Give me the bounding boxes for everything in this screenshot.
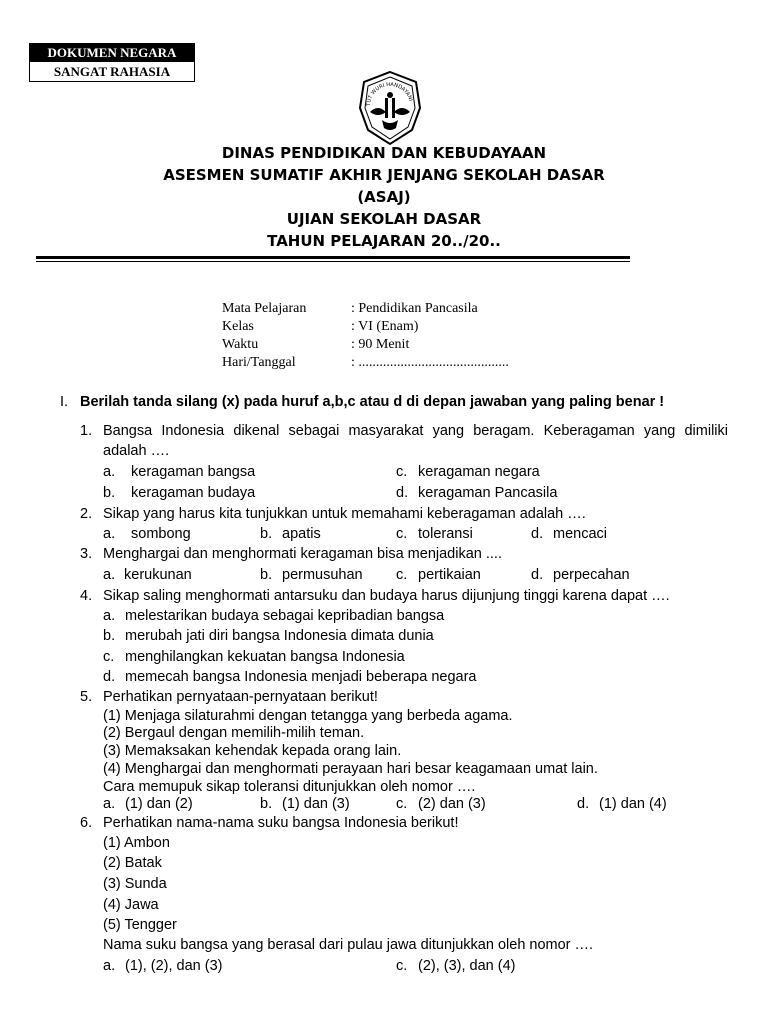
exam-info [222, 300, 509, 372]
question-text: Sikap saling menghormati antarsuku dan budaya harus dijunjung tinggi karena dapat …. [103, 588, 670, 604]
header-exam: UJIAN SEKOLAH DASAR [286, 210, 482, 228]
option-letter: c. [396, 464, 408, 480]
option-b: apatis [282, 526, 321, 542]
option-letter: c. [396, 958, 408, 974]
info-row-date [222, 354, 509, 372]
option-letter: c. [103, 649, 115, 665]
list-item-4: (4) Jawa [103, 897, 159, 913]
option-a: (1), (2), dan (3) [125, 958, 223, 974]
option-c: keragaman negara [418, 464, 540, 480]
question-number: 2. [80, 506, 93, 522]
logo-text: TUT WURI HANDAYANI [365, 81, 414, 107]
question-number: 6. [80, 815, 93, 831]
option-b: (1) dan (3) [282, 796, 350, 812]
tut-wuri-handayani-logo-icon [348, 68, 432, 148]
question-prompt: Cara memupuk sikap toleransi ditunjukkan oleh nomor …. [103, 779, 476, 795]
option-c: pertikaian [418, 567, 481, 583]
question-text: Sikap yang harus kita tunjukkan untuk memahami keberagaman adalah …. [103, 506, 586, 522]
list-item-2: (2) Batak [103, 855, 162, 871]
header-assessment: ASESMEN SUMATIF AKHIR JENJANG SEKOLAH DASAR [163, 166, 605, 184]
option-b: permusuhan [282, 567, 363, 583]
question-prompt: Nama suku bangsa yang berasal dari pulau jawa ditunjukkan oleh nomor …. [103, 937, 594, 953]
option-a: melestarikan budaya sebagai kepribadian bangsa [125, 608, 445, 624]
option-c: toleransi [418, 526, 473, 542]
option-letter: d. [531, 526, 544, 542]
option-d: perpecahan [553, 567, 630, 583]
info-value: : 90 Menit [351, 337, 410, 352]
info-value: : ........................................... [351, 355, 509, 370]
option-letter: b. [260, 796, 273, 812]
option-letter: d. [103, 669, 116, 685]
option-letter: d. [577, 796, 590, 812]
option-letter: a. [103, 608, 116, 624]
option-letter: b. [103, 485, 116, 501]
question-number: 5. [80, 689, 93, 705]
option-letter: b. [260, 526, 273, 542]
option-letter: a. [103, 796, 116, 812]
classification-line2: SANGAT RAHASIA [30, 61, 194, 81]
statement-4: (4) Menghargai dan menghormati perayaan hari besar keagamaan umat lain. [103, 761, 598, 777]
option-a: (1) dan (2) [125, 796, 193, 812]
info-label: Waktu [222, 337, 259, 352]
option-letter: a. [103, 526, 116, 542]
question-number: 1. [80, 423, 93, 439]
option-c: menghilangkan kekuatan bangsa Indonesia [125, 649, 405, 665]
option-letter: b. [260, 567, 273, 583]
section-number: I. [60, 394, 69, 410]
header-agency: DINAS PENDIDIKAN DAN KEBUDAYAAN [221, 144, 547, 162]
info-label: Mata Pelajaran [222, 301, 307, 316]
info-row-class [222, 318, 509, 336]
info-label: Kelas [222, 319, 254, 334]
info-value: : Pendidikan Pancasila [351, 301, 478, 316]
section-instruction: Berilah tanda silang (x) pada huruf a,b,c atau d di depan jawaban yang paling benar ! [80, 394, 665, 410]
info-row-time [222, 336, 509, 354]
statement-1: (1) Menjaga silaturahmi dengan tetangga yang berbeda agama. [103, 708, 513, 724]
header-abbrev: (ASAJ) [357, 188, 411, 206]
option-a: keragaman bangsa [131, 464, 256, 480]
question-text: Perhatikan pernyataan-pernyataan berikut! [103, 689, 378, 705]
header-divider-thin [36, 261, 630, 262]
option-letter: b. [103, 628, 116, 644]
option-d: mencaci [553, 526, 607, 542]
option-letter: a. [103, 464, 116, 480]
question-number: 4. [80, 588, 93, 604]
question-text-cont: adalah …. [103, 443, 170, 459]
option-letter: d. [396, 485, 409, 501]
option-letter: c. [396, 796, 408, 812]
question-number: 3. [80, 546, 93, 562]
list-item-5: (5) Tengger [103, 917, 177, 933]
option-b: merubah jati diri bangsa Indonesia dimata dunia [125, 628, 434, 644]
list-item-3: (3) Sunda [103, 876, 167, 892]
document-header [0, 142, 768, 252]
option-letter: c. [396, 526, 408, 542]
classification-box [29, 43, 195, 82]
question-text: Menghargai dan menghormati keragaman bisa menjadikan .... [103, 546, 502, 562]
option-a: sombong [131, 526, 191, 542]
option-letter: a. [103, 567, 116, 583]
info-value: : VI (Enam) [351, 319, 419, 334]
option-letter: c. [396, 567, 408, 583]
header-year: TAHUN PELAJARAN 20../20.. [267, 232, 501, 250]
info-label: Hari/Tanggal [222, 355, 296, 370]
option-letter: a. [103, 958, 116, 974]
list-item-1: (1) Ambon [103, 835, 170, 851]
option-b: keragaman budaya [131, 485, 256, 501]
question-text: Bangsa Indonesia dikenal sebagai masyarakat yang beragam. Keberagaman yang dimiliki [103, 423, 728, 439]
question-text: Perhatikan nama-nama suku bangsa Indonesia berikut! [103, 815, 459, 831]
statement-3: (3) Memaksakan kehendak kepada orang lain. [103, 743, 402, 759]
statement-2: (2) Bergaul dengan memilih-milih teman. [103, 725, 365, 741]
info-row-subject [222, 300, 509, 318]
option-d: (1) dan (4) [599, 796, 667, 812]
option-c: (2) dan (3) [418, 796, 486, 812]
option-d: memecah bangsa Indonesia menjadi beberapa negara [125, 669, 477, 685]
option-c: (2), (3), dan (4) [418, 958, 516, 974]
header-divider-thick [36, 256, 630, 259]
option-a: kerukunan [124, 567, 192, 583]
option-d: keragaman Pancasila [418, 485, 558, 501]
classification-line1: DOKUMEN NEGARA [30, 44, 194, 61]
option-letter: d. [531, 567, 544, 583]
